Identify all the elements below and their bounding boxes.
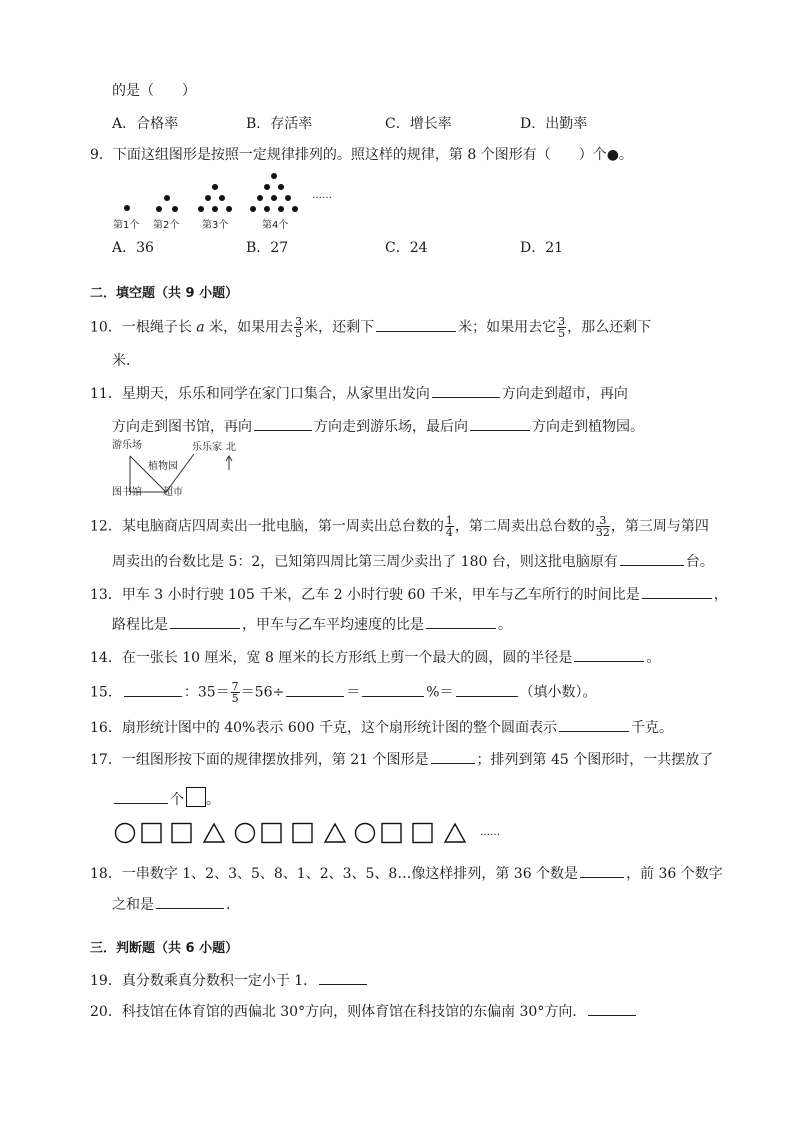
answer-blank[interactable] <box>574 647 644 662</box>
text: 米，如果用去 <box>204 319 294 336</box>
text: 20．科技馆在体育馆的西偏北 30°方向，则体育馆在科技馆的东偏南 30°方向． <box>90 1004 587 1020</box>
answer-blank[interactable] <box>254 416 312 431</box>
text: 路程比是 <box>112 617 168 633</box>
q9-question: 9．下面这组图形是按照一定规律排列的。照这样的规律，第 8 个图形有（ ）个●。 <box>90 147 633 163</box>
text: 方向走到超市，再向 <box>501 386 628 402</box>
figure-label-4: 第4个 <box>262 220 289 231</box>
variable-a: a <box>196 319 205 336</box>
square-shape <box>293 824 312 843</box>
figure-label-2: 第2个 <box>153 220 180 231</box>
dot <box>264 184 270 190</box>
answer-blank[interactable] <box>431 749 475 764</box>
numerator: 3 <box>596 515 610 527</box>
denominator: 5 <box>295 327 303 340</box>
text: ；排列到第 45 个图形时，一共摆放了 <box>476 752 714 768</box>
q9-option-b[interactable]: B．27 <box>246 240 289 256</box>
denominator: 32 <box>595 526 610 539</box>
map-label-amusement-park: 游乐场 <box>112 440 142 451</box>
figure-label-1: 第1个 <box>113 220 140 231</box>
text: 13．甲车 3 小时行驶 105 千米，乙车 2 小时行驶 60 千米，甲车与乙车所行的时间比是 <box>90 587 640 603</box>
dot <box>198 206 204 212</box>
answer-blank[interactable] <box>580 863 624 878</box>
text: （填小数）。 <box>519 684 597 701</box>
figure-ellipsis: …… <box>312 190 332 201</box>
text: 台。 <box>685 554 714 570</box>
answer-blank[interactable] <box>170 614 240 629</box>
text: 12．某电脑商店四周卖出一批电脑，第一周卖出总台数的 <box>90 518 444 535</box>
text: 19．真分数乘真分数积一定小于 1． <box>90 973 318 989</box>
text: 17．一组图形按下面的规律摆放排列，第 21 个图形是 <box>90 752 429 768</box>
answer-blank[interactable] <box>426 614 496 629</box>
q11-line-1 <box>90 383 628 403</box>
text: ＝56÷ <box>240 684 285 701</box>
section-title-fill-in: 二．填空题（共 9 小题） <box>90 286 239 301</box>
text: ，第二周卖出总台数的 <box>454 518 595 535</box>
answer-blank[interactable] <box>432 383 500 398</box>
square-shape <box>142 824 161 843</box>
text: 方向走到图书馆，再向 <box>112 419 252 435</box>
text: 16．扇形统计图中的 40%表示 600 千克，这个扇形统计图的整个圆面表示 <box>90 720 558 736</box>
q18-line-1 <box>90 863 723 883</box>
circle-shape <box>236 824 255 843</box>
text: 。 <box>646 650 661 666</box>
figure-label-3: 第3个 <box>202 220 229 231</box>
text: . <box>226 897 231 913</box>
text: 11．星期天，乐乐和同学在家门口集合，从家里出发向 <box>90 386 430 402</box>
dot <box>271 195 277 201</box>
q8-option-d[interactable]: D．出勤率 <box>520 116 588 132</box>
dot <box>264 206 270 212</box>
text: ，前 36 个数字 <box>626 866 723 882</box>
circle-shape <box>116 824 135 843</box>
q12-line-1 <box>90 515 709 538</box>
fraction-1-4 <box>445 515 454 538</box>
dot <box>212 184 218 190</box>
text: 方向走到植物园。 <box>532 419 644 435</box>
text: ，第三周与第四 <box>610 518 709 535</box>
dot <box>278 184 284 190</box>
answer-blank[interactable] <box>114 789 168 804</box>
answer-blank[interactable] <box>319 970 367 985</box>
answer-blank[interactable] <box>470 416 530 431</box>
q17-line-2 <box>112 787 220 809</box>
shape-sequence-ellipsis: …… <box>480 827 500 838</box>
answer-blank[interactable] <box>156 894 224 909</box>
map-label-supermarket: 超市 <box>163 487 183 498</box>
dot <box>212 206 218 212</box>
circle-shape <box>356 824 375 843</box>
text: 10．一根绳子长 <box>90 319 197 336</box>
text: 。 <box>206 792 220 808</box>
text: 之和是 <box>112 897 154 913</box>
fraction-3-5 <box>294 316 303 339</box>
map-label-home: 乐乐家 <box>192 442 222 453</box>
q9-option-d[interactable]: D．21 <box>520 240 564 256</box>
text: 15． <box>90 684 122 701</box>
answer-blank[interactable] <box>642 584 712 599</box>
q10-line-2: 米. <box>112 353 131 369</box>
dot <box>257 195 263 201</box>
dot <box>124 205 130 211</box>
denominator: 5 <box>558 327 566 340</box>
answer-blank[interactable] <box>376 317 456 332</box>
numerator: 3 <box>558 315 566 328</box>
dot <box>292 206 298 212</box>
text: 18．一串数字 1、2、3、5、8、1、2、3、5、8…像这样排列，第 36 个数是 <box>90 866 579 882</box>
q13-line-2 <box>112 614 512 634</box>
text: 米，还剩下 <box>304 319 375 336</box>
q9-option-a[interactable]: A．36 <box>112 240 154 256</box>
q8-tail: 的是（ ） <box>112 83 196 99</box>
q8-option-b[interactable]: B．存活率 <box>246 116 313 132</box>
dot <box>205 195 211 201</box>
triangle-shape <box>204 824 224 842</box>
text: 周卖出的台数比是 5：2，已知第四周比第三周少卖出了 180 台，则这批电脑原有 <box>112 554 618 570</box>
text: %＝ <box>426 684 454 701</box>
text: 千克。 <box>631 720 674 736</box>
dot <box>271 173 277 179</box>
answer-blank[interactable] <box>588 1001 636 1016</box>
fraction-3-32 <box>596 515 610 538</box>
square-icon <box>186 787 206 807</box>
square-shape <box>382 824 401 843</box>
q11-line-2 <box>112 416 644 436</box>
answer-blank[interactable] <box>456 682 518 697</box>
answer-blank[interactable] <box>559 717 629 732</box>
denominator: 5 <box>231 692 239 705</box>
dot <box>164 195 170 201</box>
q8-option-c[interactable]: C．增长率 <box>385 116 452 132</box>
q15-line-1 <box>90 681 597 704</box>
dot <box>226 206 232 212</box>
numerator: 1 <box>445 514 453 527</box>
q19-line-1 <box>90 970 369 990</box>
q17-line-1 <box>90 749 713 769</box>
fraction-7-5 <box>231 681 240 704</box>
text: 个 <box>170 792 184 808</box>
answer-blank[interactable] <box>124 682 182 697</box>
text: ，那么还剩下 <box>567 319 652 336</box>
numerator: 7 <box>231 680 239 693</box>
q8-option-a[interactable]: A．合格率 <box>112 116 179 132</box>
dot <box>250 206 256 212</box>
map-label-north: 北 <box>226 442 236 453</box>
text: ，甲车与乙车平均速度的比是 <box>242 617 424 633</box>
text: 。 <box>498 617 512 633</box>
text: ：35＝ <box>183 684 230 701</box>
map-label-botanical-garden: 植物园 <box>148 461 178 472</box>
q20-line-1 <box>90 1001 638 1021</box>
text: ， <box>713 587 728 603</box>
denominator: 4 <box>445 526 453 539</box>
fraction-3-5 <box>557 316 566 339</box>
square-shape <box>413 824 432 843</box>
answer-blank[interactable] <box>362 682 424 697</box>
q9-option-c[interactable]: C．24 <box>385 240 428 256</box>
q16-line-1 <box>90 717 673 737</box>
square-shape <box>172 824 191 843</box>
map-label-library: 图书馆 <box>112 487 142 498</box>
dot <box>285 195 291 201</box>
shape-sequence-svg <box>114 822 514 844</box>
text: 方向走到游乐场，最后向 <box>314 419 468 435</box>
text: 14．在一张长 10 厘米，宽 8 厘米的长方形纸上剪一个最大的圆，圆的半径是 <box>90 650 573 666</box>
triangle-shape <box>445 824 465 842</box>
square-shape <box>262 824 281 843</box>
q12-line-2 <box>112 551 714 571</box>
numerator: 3 <box>295 315 303 328</box>
answer-blank[interactable] <box>620 551 684 566</box>
q14-line-1 <box>90 647 660 667</box>
answer-blank[interactable] <box>286 682 344 697</box>
q18-line-2 <box>112 894 230 914</box>
triangle-shape <box>325 824 345 842</box>
section-title-true-false: 三．判断题（共 6 小题） <box>90 941 239 956</box>
dot <box>172 206 178 212</box>
dot <box>156 206 162 212</box>
text: 米；如果用去它 <box>458 319 557 336</box>
q13-line-1 <box>90 584 728 604</box>
text: ＝ <box>346 684 361 701</box>
q10-line-1 <box>90 316 651 339</box>
dot <box>219 195 225 201</box>
dot <box>278 206 284 212</box>
